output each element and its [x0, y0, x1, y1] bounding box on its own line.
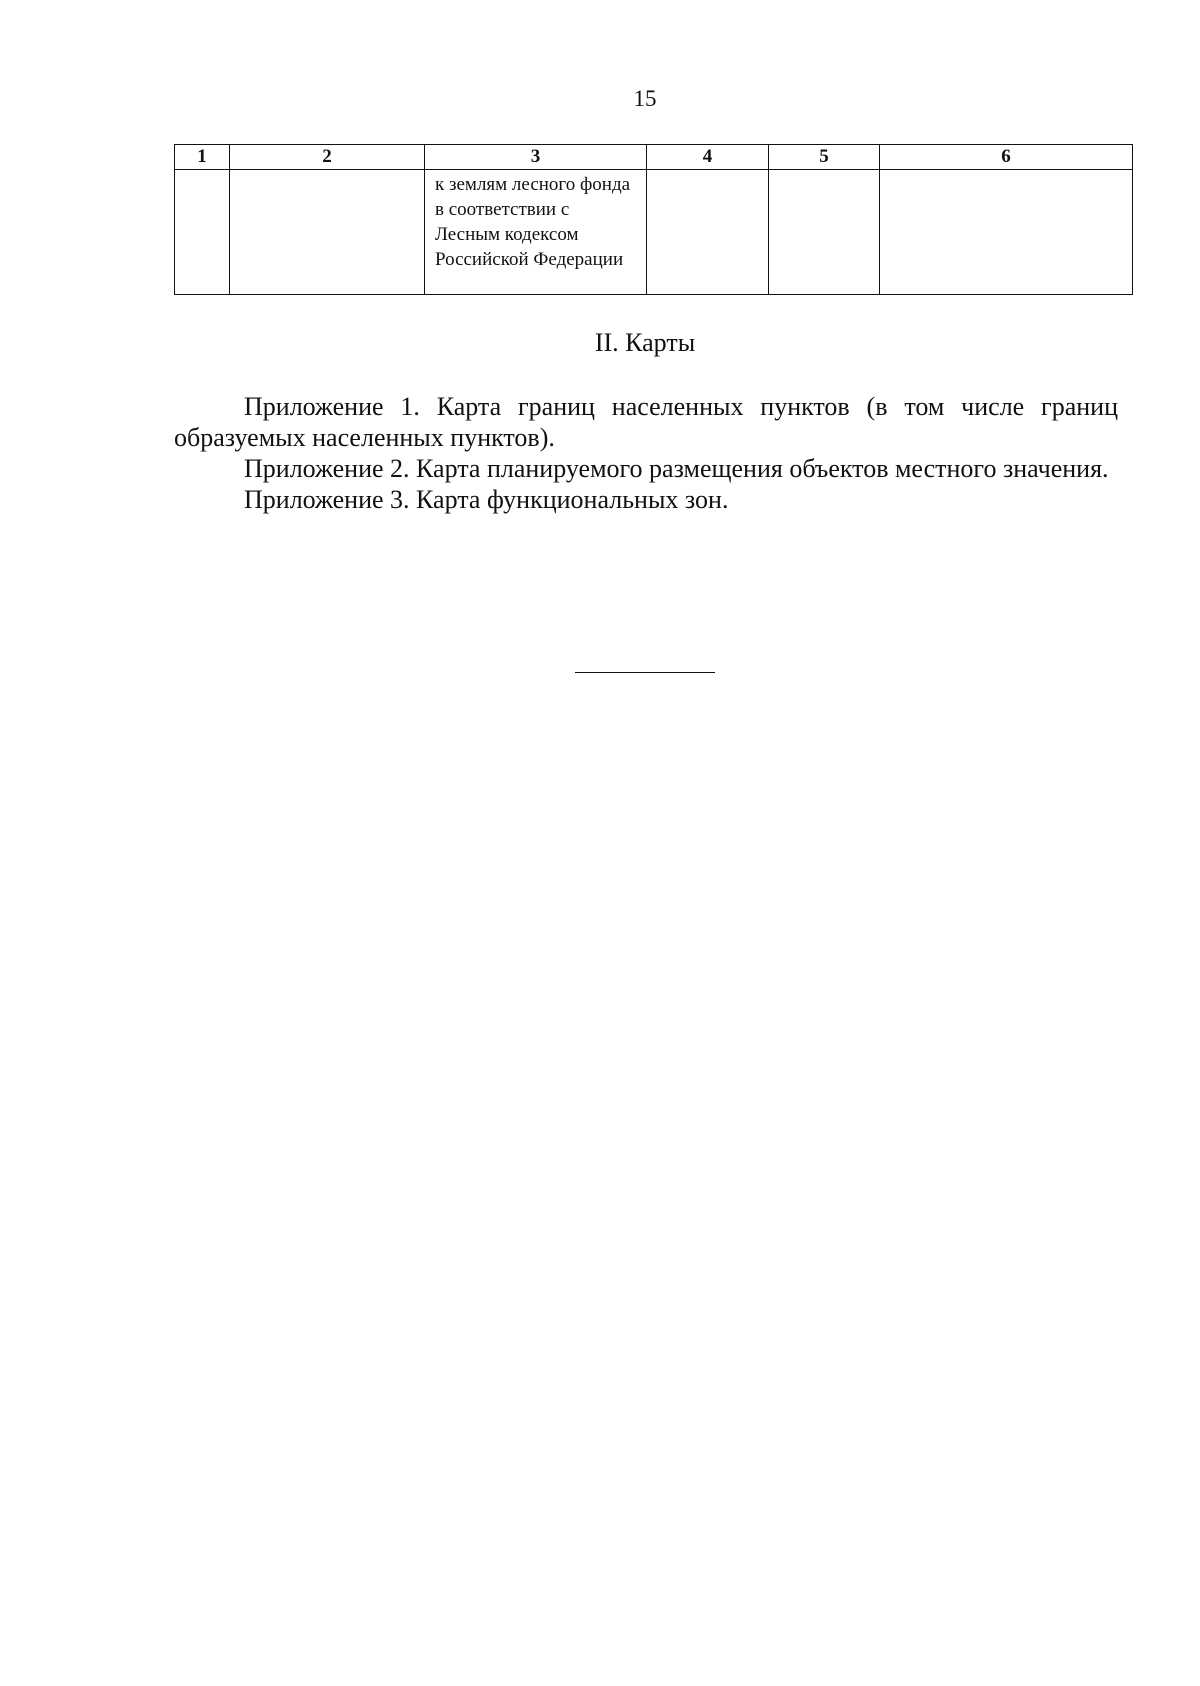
- table-cell-3: [425, 170, 647, 295]
- table-cell-5: [769, 170, 880, 295]
- table-cell-6: [880, 170, 1133, 295]
- table-cell-2: [230, 170, 425, 295]
- appendix-item-2: Приложение 2. Карта планируемого размещения объектов местного значения.: [244, 454, 1109, 483]
- appendix-item-1: Приложение 1. Карта границ населенных пунктов (в том числе границ образуемых населенных пунктов).: [174, 392, 1118, 452]
- table-cell-4: [647, 170, 769, 295]
- appendix-item-3: Приложение 3. Карта функциональных зон.: [244, 485, 729, 514]
- section-heading: II. Карты: [594, 328, 696, 357]
- table-header-row: [175, 145, 1133, 170]
- table-cell-3-text: к землям лесного фонда в соответствии с Лесным кодексом Российской Федерации: [435, 174, 631, 270]
- closing-rule: [575, 672, 715, 673]
- table-cell-1: [175, 170, 230, 295]
- column-number-6: 6: [880, 145, 1133, 170]
- column-number-3: 3: [425, 145, 647, 170]
- column-number-5: 5: [769, 145, 880, 170]
- appendix-list: [174, 391, 1118, 515]
- column-number-2: 2: [230, 145, 425, 170]
- continuation-table: [174, 144, 1133, 295]
- table-row: [175, 170, 1133, 295]
- page-number: 15: [633, 86, 657, 111]
- column-number-4: 4: [647, 145, 769, 170]
- column-number-1: 1: [175, 145, 230, 170]
